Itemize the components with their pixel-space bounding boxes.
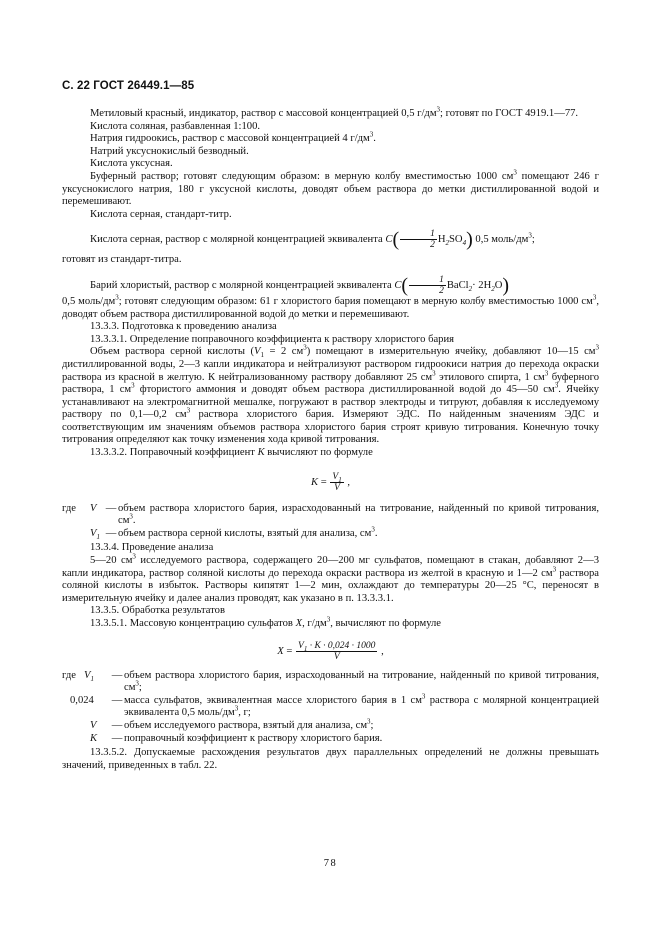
math-symbol: V xyxy=(90,719,97,731)
definition-row xyxy=(62,717,599,733)
paragraph-acetic-acid: Кислота уксусная. xyxy=(90,158,173,170)
definition-dash: — xyxy=(105,502,117,514)
section-heading-13-3-3: 13.3.3. Подготовка к проведению анализа xyxy=(90,321,277,333)
fraction-denominator: 2 xyxy=(439,285,444,296)
section-heading-13-3-4: 13.3.4. Проведение анализа xyxy=(90,542,214,554)
definition-text xyxy=(124,670,599,695)
fraction xyxy=(296,641,377,662)
definition-text xyxy=(118,525,599,541)
definition-symbol xyxy=(90,528,104,541)
text-run: помещают 246 г уксуснокислого натрия, 180 г уксусной кислоты, доводят объем раствора до метки дистиллированной водой и перемешивают. xyxy=(62,170,599,208)
subscript: 2 xyxy=(468,284,473,293)
fraction-numerator xyxy=(296,641,377,652)
subscript: 1 xyxy=(90,674,94,683)
text-run: . Ячейку устанавливают на электромагнитной мешалке, погружают в раствор электроды и титруют, добавляя к исследуемому раствору по 0,1—0,2 см xyxy=(62,384,600,421)
math-symbol: K xyxy=(90,732,98,744)
text-run: фтористого аммония и доводят объем раствора дистиллированной водой до 45—50 см xyxy=(134,384,555,396)
text-run: 13.3.3.2. Поправочный коэффициент xyxy=(90,447,258,459)
math-symbol: V xyxy=(84,669,91,681)
text-run: , доводят объем раствора дистиллированной водой до метки и перемешивают. xyxy=(62,295,599,320)
definition-dash: — xyxy=(111,719,123,731)
page-header: С. 22 ГОСТ 26449.1—85 xyxy=(62,80,195,92)
text-run: Объем раствора серной кислоты ( xyxy=(90,346,254,358)
definition-row xyxy=(62,692,600,720)
subscript: 1 xyxy=(338,475,342,484)
text-run: раствора хлористого бария. Измеряют ЭДС. По найденным значениям ЭДС и соответствующим им значениям объемов раствора хлористого бария строят кривую титрования. Конечную точку титрования определяют как точку изменения хода кривой титрования. xyxy=(62,409,599,446)
superscript: 3 xyxy=(367,717,371,726)
text-run: Кислота серная, раствор с молярной концентрацией эквивалента xyxy=(90,234,383,246)
math-symbol: V xyxy=(90,502,97,514)
math-symbol: O xyxy=(494,279,503,291)
text-run: 13.3.5.1. Массовую концентрацию сульфатов xyxy=(90,618,296,629)
text-run: 0,5 моль/дм xyxy=(62,295,116,307)
text-run: объем исследуемого раствора, взятый для анализа, см xyxy=(124,719,368,731)
text-run: , г; xyxy=(238,707,251,719)
text-run: , г/дм xyxy=(302,618,327,629)
math-symbol: C xyxy=(394,279,402,291)
definition-symbol xyxy=(90,503,104,516)
definition-list-x xyxy=(62,670,599,746)
paragraph-buffer xyxy=(62,168,599,209)
text-run: , вычисляют по формуле xyxy=(330,618,442,629)
math-symbol: 0,024 xyxy=(70,694,94,706)
superscript: 3 xyxy=(592,293,597,302)
math-symbol: V xyxy=(253,346,261,358)
formula-inline-bacl2 xyxy=(394,274,510,297)
subscript: 1 xyxy=(303,644,308,653)
text-run: 5—20 см xyxy=(90,555,133,567)
text-run: раствора с молярной концентрацией эквивалента 0,5 моль/дм xyxy=(124,694,600,719)
math-symbol: · K · 0,024 · 1000 xyxy=(307,640,376,651)
paragraph-hcl: Кислота соляная, разбавленная 1:100. xyxy=(90,120,261,132)
superscript: 3 xyxy=(421,692,426,701)
definition-row xyxy=(62,670,599,695)
text-run: ; xyxy=(370,719,374,731)
definition-dash: — xyxy=(111,732,123,744)
math-symbol: K xyxy=(311,476,319,488)
math-symbol: = xyxy=(318,476,330,488)
subscript: 4 xyxy=(462,239,467,248)
subscript: 2 xyxy=(445,239,450,248)
definition-dash: — xyxy=(111,694,123,706)
text-run: 0,5 моль/дм xyxy=(475,234,529,246)
text-run: буферного раствора, 1 см xyxy=(62,371,600,396)
superscript: 3 xyxy=(513,168,517,177)
fraction-denominator: V xyxy=(334,482,340,493)
superscript: 3 xyxy=(595,343,599,352)
definition-row xyxy=(62,525,599,541)
text-run: Буферный раствор; готовят следующим образом: в мерную колбу вместимостью 1000 см xyxy=(90,170,514,182)
text-run: объем раствора хлористого бария, израсходованный на титрование, найденный по кривой титрования, см xyxy=(124,669,599,694)
subscript: 2 xyxy=(491,284,495,293)
section-heading-13-3-5-1 xyxy=(62,615,599,631)
paren-close: ) xyxy=(466,228,473,251)
text-run: исследуемого раствора, содержащего 20—200 мг сульфатов, помещают в стакан, добавляют 2—3 капли индикатора, раствор соляной кислоты до перехода окраски раствора из желтой в красную и 1—2 см xyxy=(62,555,599,579)
math-symbol: , xyxy=(344,476,350,488)
math-symbol: H xyxy=(437,234,446,246)
superscript: 3 xyxy=(186,406,191,415)
math-symbol: SO xyxy=(449,234,463,246)
paragraph-sulfuric-titr: Кислота серная, стандарт-титр. xyxy=(90,208,232,220)
fraction-numerator: 1 xyxy=(400,229,437,240)
formula-x xyxy=(62,641,599,662)
text-run: . xyxy=(374,527,378,539)
fraction xyxy=(400,229,437,250)
math-symbol: V xyxy=(332,471,339,482)
math-symbol: C xyxy=(385,234,393,246)
superscript: 3 xyxy=(131,381,135,390)
definition-text xyxy=(124,717,599,733)
subscript: 1 xyxy=(96,532,100,541)
text-run: ; готовят по ГОСТ 4919.1—77. xyxy=(440,108,579,119)
text-run: вычисляют по формуле xyxy=(264,447,373,459)
text-run: масса сульфатов, эквивалентная массе хлористого бария в 1 см xyxy=(124,694,422,706)
superscript: 3 xyxy=(129,512,133,521)
superscript: 3 xyxy=(326,615,331,624)
text-run: Натрия гидроокись, раствор с массовой концентрацией 4 г/дм xyxy=(90,133,370,145)
definition-row xyxy=(62,503,599,528)
definition-symbol xyxy=(70,695,110,708)
where-label: где xyxy=(62,502,76,514)
definition-list-k xyxy=(62,503,599,541)
paragraph-from-titr: готовят из стандарт-титра. xyxy=(62,254,182,266)
text-run: . xyxy=(132,515,136,527)
paren-open: ( xyxy=(392,228,400,251)
math-symbol: · 2H xyxy=(472,279,492,291)
text-run: Барий хлористый, раствор с молярной концентрацией эквивалента xyxy=(90,279,392,291)
math-symbol: K xyxy=(257,447,265,459)
section-heading-13-3-3-1: 13.3.3.1. Определение поправочного коэффициента к раствору хлористого бария xyxy=(90,333,455,345)
fraction xyxy=(409,275,446,296)
superscript: 3 xyxy=(303,343,307,352)
definition-text: поправочный коэффициент к раствору хлористого бария. xyxy=(124,732,383,744)
formula-inline-h2so4 xyxy=(385,228,475,251)
paragraph-procedure xyxy=(62,343,600,447)
fraction-numerator xyxy=(330,472,343,483)
definition-dash: — xyxy=(105,527,117,539)
math-symbol: X xyxy=(295,618,303,629)
paragraph-methyl-red xyxy=(62,105,599,121)
paragraph-naoh xyxy=(62,130,599,146)
section-heading-13-3-3-2 xyxy=(62,447,599,460)
superscript: 3 xyxy=(528,231,532,240)
math-symbol: X xyxy=(277,645,284,657)
paragraph-sodium-acetate: Натрий уксуснокислый безводный. xyxy=(90,145,249,157)
superscript: 3 xyxy=(135,679,139,688)
paragraph-sulfuric-solution xyxy=(62,229,599,250)
superscript: 3 xyxy=(432,368,436,377)
text-run: ; xyxy=(531,234,535,246)
superscript: 3 xyxy=(115,293,119,302)
section-heading-13-3-5-2: 13.3.5.2. Допускаемые расхождения результатов двух параллельных определений не должны превышать значений, приведенных в табл. 22. xyxy=(62,747,599,771)
fraction-denominator: V xyxy=(333,651,340,662)
subscript: 1 xyxy=(260,351,264,360)
formula-k xyxy=(62,472,599,493)
superscript: 3 xyxy=(132,552,136,561)
text-run: Метиловый красный, индикатор, раствор с массовой концентрацией 0,5 г/дм xyxy=(90,108,437,119)
spacer xyxy=(62,221,599,229)
paren-open: ( xyxy=(401,274,409,297)
math-symbol: , xyxy=(378,645,384,657)
math-symbol: V xyxy=(298,640,304,651)
paragraph-analysis xyxy=(62,552,599,605)
fraction-denominator: 2 xyxy=(430,240,435,251)
superscript: 3 xyxy=(552,565,557,574)
text-run: = 2 см xyxy=(263,346,304,358)
math-symbol: BaCl xyxy=(446,279,469,291)
page-number: 78 xyxy=(323,858,338,869)
where-label: где xyxy=(62,669,76,681)
paragraph-barium-chloride xyxy=(62,275,599,296)
paragraph-barium-prep xyxy=(62,293,599,321)
text-run: ) помещают в измерительную ячейку, добавляют 10—15 см xyxy=(306,346,596,358)
fraction-numerator: 1 xyxy=(409,275,446,286)
text-run: дистиллированной воды, 2—3 капли индикатора и нейтрализуют раствором гидроокиси натрия до перехода окраски раствора из красной в желтую. К нейтрализованному раствору добавляют 25 см xyxy=(62,358,599,383)
text-run: объем раствора хлористого бария, израсходованный на титрование, найденный по кривой титрования, см xyxy=(118,502,599,527)
definition-symbol xyxy=(90,733,110,746)
superscript: 3 xyxy=(436,105,441,114)
text-run: ; xyxy=(138,682,142,694)
text-run: . xyxy=(373,133,376,145)
superscript: 3 xyxy=(544,368,549,377)
text-run: этилового спирта, 1 см xyxy=(435,371,545,383)
spacer xyxy=(62,267,599,275)
section-heading-13-3-5: 13.3.5. Обработка результатов xyxy=(90,605,225,617)
definition-text xyxy=(124,692,600,720)
superscript: 3 xyxy=(369,130,374,139)
paren-close: ) xyxy=(502,274,510,297)
definition-row xyxy=(62,733,599,746)
text-run: объем раствора серной кислоты, взятый для анализа, см xyxy=(118,527,372,539)
text-run: раствора соляной кислоты в избыток. Растворы кипятят 1—2 мин, охлаждают до температуры 20—25 °С, переносят в измерительную ячейку и далее анализ проводят, как указано в п. 13.3.3.1. xyxy=(62,567,599,604)
definition-dash: — xyxy=(111,669,123,681)
superscript: 3 xyxy=(371,525,375,534)
fraction xyxy=(330,472,343,493)
superscript: 3 xyxy=(554,381,559,390)
definition-text xyxy=(118,503,599,528)
document-body xyxy=(62,105,600,772)
superscript: 3 xyxy=(234,704,239,713)
definition-symbol xyxy=(90,720,110,733)
math-symbol: V xyxy=(90,527,97,539)
definition-symbol xyxy=(84,670,110,683)
math-symbol: = xyxy=(283,645,296,657)
text-run: ; готовят следующим образом: 61 г хлористого бария помещают в мерную колбу вместимостью 1000 см xyxy=(118,295,593,307)
